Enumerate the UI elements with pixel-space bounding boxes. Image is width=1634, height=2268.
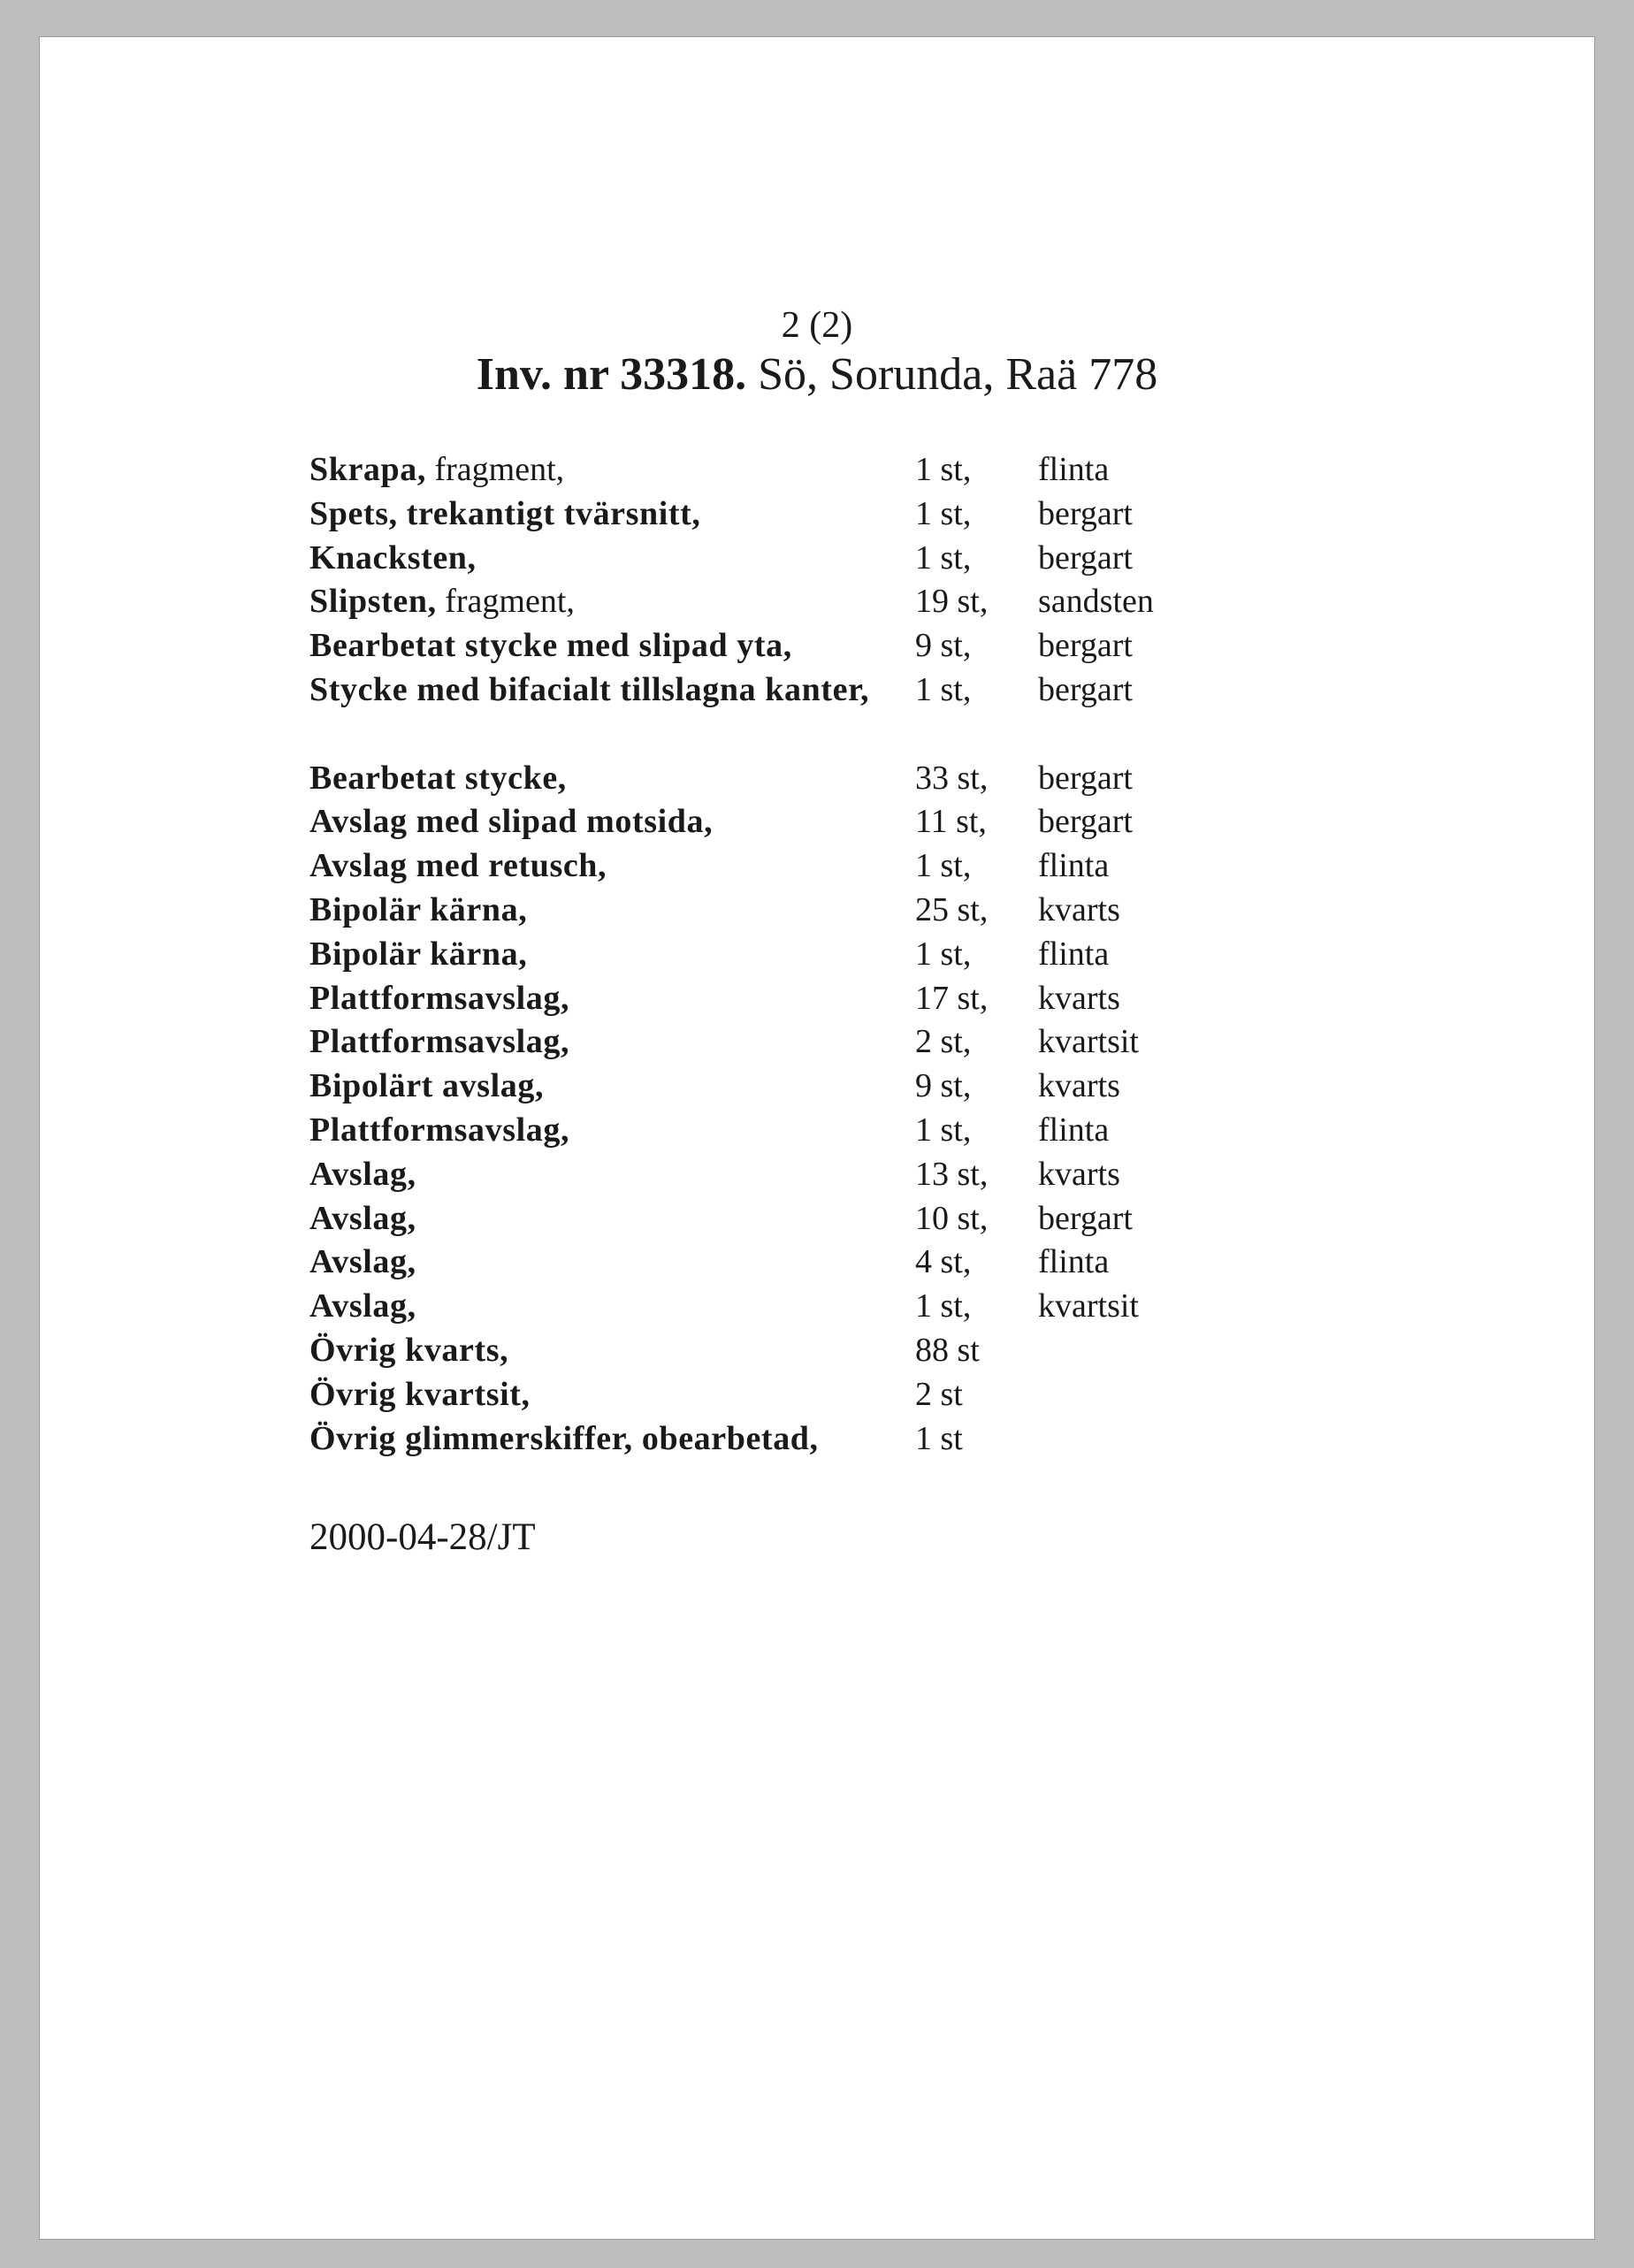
list-item bbox=[40, 977, 1594, 1021]
item-material: kvarts bbox=[1038, 979, 1120, 1017]
item-name bbox=[309, 1373, 875, 1417]
item-name-bold: Avslag, bbox=[309, 1199, 416, 1237]
list-item bbox=[40, 757, 1594, 801]
item-quantity: 11 st, bbox=[915, 803, 987, 841]
item-material: kvartsit bbox=[1038, 1023, 1139, 1061]
item-name-bold: Bearbetat stycke, bbox=[309, 759, 567, 797]
item-qualifier: fragment, bbox=[425, 451, 565, 488]
item-name-bold: Plattformsavslag, bbox=[309, 979, 570, 1017]
list-item bbox=[40, 1109, 1594, 1153]
item-material: sandsten bbox=[1038, 583, 1154, 621]
item-material: flinta bbox=[1038, 847, 1110, 885]
item-material: flinta bbox=[1038, 1243, 1110, 1281]
item-name-bold: Avslag, bbox=[309, 1155, 416, 1193]
item-name-bold: Plattformsavslag, bbox=[309, 1023, 570, 1061]
document-sheet bbox=[40, 37, 1594, 2239]
item-name bbox=[309, 1241, 875, 1285]
item-name bbox=[309, 889, 875, 933]
item-name-bold: Spets, trekantigt tvärsnitt, bbox=[309, 494, 701, 532]
item-name-bold: Stycke med bifacialt tillslagna kanter, bbox=[309, 670, 870, 708]
item-qualifier: fragment, bbox=[436, 583, 575, 621]
item-quantity: 2 st, bbox=[915, 1023, 972, 1061]
title-location: Sö, Sorunda, Raä 778 bbox=[746, 349, 1158, 400]
list-item bbox=[40, 1241, 1594, 1285]
item-name bbox=[309, 1285, 875, 1329]
item-material: bergart bbox=[1038, 759, 1133, 797]
list-item bbox=[40, 1197, 1594, 1241]
item-quantity: 1 st, bbox=[915, 1287, 972, 1325]
item-material: kvarts bbox=[1038, 1155, 1120, 1193]
item-quantity: 1 st, bbox=[915, 494, 972, 532]
item-name bbox=[309, 537, 875, 581]
item-material: bergart bbox=[1038, 670, 1133, 708]
item-quantity: 4 st, bbox=[915, 1243, 972, 1281]
item-name bbox=[309, 448, 875, 493]
item-name bbox=[309, 624, 875, 668]
item-name-bold: Bipolär kärna, bbox=[309, 890, 528, 928]
item-quantity: 2 st bbox=[915, 1375, 963, 1413]
list-item bbox=[40, 933, 1594, 977]
item-quantity: 9 st, bbox=[915, 1067, 972, 1105]
item-material: kvarts bbox=[1038, 890, 1120, 928]
item-name bbox=[309, 668, 875, 713]
list-item bbox=[40, 1329, 1594, 1373]
item-name bbox=[309, 1329, 875, 1373]
document-title bbox=[40, 348, 1594, 401]
item-name-bold: Avslag, bbox=[309, 1243, 416, 1281]
item-name-bold: Övrig kvartsit, bbox=[309, 1375, 531, 1413]
item-material: bergart bbox=[1038, 538, 1133, 577]
title-inventory-number: Inv. nr 33318. bbox=[476, 349, 747, 400]
item-name-bold: Övrig kvarts, bbox=[309, 1331, 509, 1369]
item-name-bold: Övrig glimmerskiffer, obearbetad, bbox=[309, 1419, 819, 1457]
item-name-bold: Knacksten, bbox=[309, 538, 477, 577]
list-item bbox=[40, 1065, 1594, 1109]
item-quantity: 25 st, bbox=[915, 890, 989, 928]
item-name-bold: Bipolär kärna, bbox=[309, 935, 528, 973]
item-name-bold: Slipsten, bbox=[309, 583, 437, 621]
item-quantity: 1 st, bbox=[915, 538, 972, 577]
item-quantity: 10 st, bbox=[915, 1199, 989, 1237]
item-name bbox=[309, 1020, 875, 1065]
item-name bbox=[309, 1109, 875, 1153]
item-quantity: 1 st, bbox=[915, 935, 972, 973]
list-item bbox=[40, 493, 1594, 537]
item-name-bold: Plattformsavslag, bbox=[309, 1111, 570, 1149]
item-quantity: 9 st, bbox=[915, 627, 972, 665]
item-material: bergart bbox=[1038, 1199, 1133, 1237]
item-material: bergart bbox=[1038, 627, 1133, 665]
item-name bbox=[309, 1065, 875, 1109]
item-name bbox=[309, 977, 875, 1021]
item-name bbox=[309, 580, 875, 624]
item-material: bergart bbox=[1038, 494, 1133, 532]
item-name-bold: Avslag med slipad motsida, bbox=[309, 803, 714, 841]
item-name-bold: Skrapa, bbox=[309, 451, 426, 488]
item-name bbox=[309, 1417, 875, 1462]
item-list bbox=[40, 448, 1594, 1461]
item-name-bold: Bearbetat stycke med slipad yta, bbox=[309, 627, 792, 665]
list-item bbox=[40, 1020, 1594, 1065]
item-material: flinta bbox=[1038, 935, 1110, 973]
item-name-bold: Avslag med retusch, bbox=[309, 847, 607, 885]
list-item bbox=[40, 448, 1594, 493]
item-material: flinta bbox=[1038, 451, 1110, 488]
item-quantity: 1 st, bbox=[915, 1111, 972, 1149]
list-item bbox=[40, 1285, 1594, 1329]
list-item bbox=[40, 537, 1594, 581]
item-name bbox=[309, 933, 875, 977]
item-name-bold: Avslag, bbox=[309, 1287, 416, 1325]
item-name-bold: Bipolärt avslag, bbox=[309, 1067, 545, 1105]
list-item bbox=[40, 1417, 1594, 1462]
item-quantity: 1 st bbox=[915, 1419, 963, 1457]
page-number: 2 (2) bbox=[781, 305, 853, 346]
list-item bbox=[40, 800, 1594, 844]
item-name bbox=[309, 800, 875, 844]
item-material: kvarts bbox=[1038, 1067, 1120, 1105]
item-quantity: 1 st, bbox=[915, 670, 972, 708]
item-quantity: 88 st bbox=[915, 1331, 980, 1369]
item-name bbox=[309, 1153, 875, 1197]
item-quantity: 1 st, bbox=[915, 847, 972, 885]
list-item bbox=[40, 1373, 1594, 1417]
list-item bbox=[40, 624, 1594, 668]
list-item bbox=[40, 580, 1594, 624]
item-quantity: 19 st, bbox=[915, 583, 989, 621]
item-material: flinta bbox=[1038, 1111, 1110, 1149]
item-name bbox=[309, 757, 875, 801]
item-name bbox=[309, 844, 875, 889]
list-item bbox=[40, 1153, 1594, 1197]
item-material: bergart bbox=[1038, 803, 1133, 841]
list-item bbox=[40, 844, 1594, 889]
item-quantity: 1 st, bbox=[915, 451, 972, 488]
item-name bbox=[309, 493, 875, 537]
item-quantity: 33 st, bbox=[915, 759, 989, 797]
footer-date-signature: 2000-04-28/JT bbox=[309, 1516, 536, 1558]
item-quantity: 13 st, bbox=[915, 1155, 989, 1193]
item-name bbox=[309, 1197, 875, 1241]
item-quantity: 17 st, bbox=[915, 979, 989, 1017]
list-item bbox=[40, 668, 1594, 757]
item-material: kvartsit bbox=[1038, 1287, 1139, 1325]
list-item bbox=[40, 889, 1594, 933]
